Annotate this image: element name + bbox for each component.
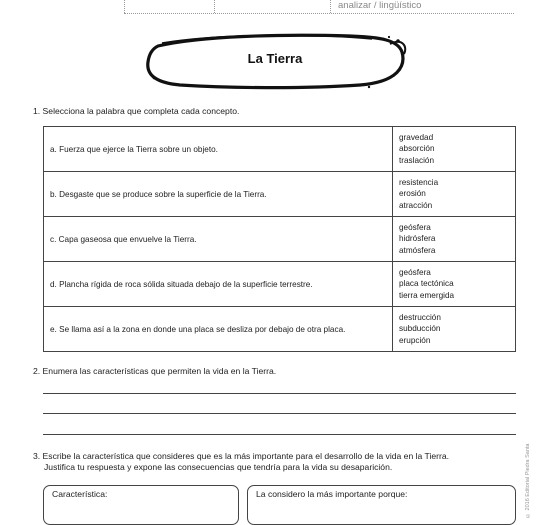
option-word[interactable]: erosión	[399, 189, 426, 199]
option-word[interactable]: atmósfera	[399, 245, 436, 255]
concept-cell: b. Desgaste que se produce sobre la superficie de la Tierra.	[44, 172, 393, 217]
table-row	[44, 307, 516, 352]
option-word[interactable]: geósfera	[399, 267, 431, 277]
option-word[interactable]: atracción	[399, 200, 433, 210]
option-word[interactable]: geósfera	[399, 222, 431, 232]
answer-line[interactable]	[43, 393, 516, 394]
header-dotted-line	[124, 13, 514, 14]
options-cell	[393, 217, 516, 262]
box-label: La considero la más importante porque:	[256, 489, 408, 499]
box-label: Característica:	[52, 489, 108, 499]
header-divider	[124, 0, 125, 13]
answer-line[interactable]	[43, 413, 516, 414]
table-row	[44, 262, 516, 307]
option-word[interactable]: traslación	[399, 155, 435, 165]
title-banner	[140, 30, 410, 92]
options-cell	[393, 127, 516, 172]
options-cell	[393, 307, 516, 352]
table-row	[44, 172, 516, 217]
option-word[interactable]: subducción	[399, 324, 441, 334]
table-row	[44, 217, 516, 262]
question-3-prompt-continued: Justifica tu respuesta y expone las consecuencias que tendría para la vida su desaparición.	[44, 462, 393, 472]
header-divider	[214, 0, 215, 13]
option-word[interactable]: resistencia	[399, 177, 439, 187]
options-cell	[393, 172, 516, 217]
page-title: La Tierra	[247, 51, 303, 66]
option-word[interactable]: gravedad	[399, 132, 434, 142]
table-row	[44, 127, 516, 172]
concept-cell: c. Capa gaseosa que envuelve la Tierra.	[44, 217, 393, 262]
concept-cell: e. Se llama así a la zona en donde una placa se desliza por debajo de otra placa.	[44, 307, 393, 352]
option-word[interactable]: destrucción	[399, 312, 441, 322]
answer-line[interactable]	[43, 434, 516, 435]
option-word[interactable]: absorción	[399, 144, 435, 154]
concept-cell: d. Plancha rígida de roca sólida situada debajo de la superficie terrestre.	[44, 262, 393, 307]
option-word[interactable]: tierra emergida	[399, 290, 455, 300]
concept-cell: a. Fuerza que ejerce la Tierra sobre un objeto.	[44, 127, 393, 172]
header-strip	[0, 0, 550, 14]
option-word[interactable]: placa tectónica	[399, 279, 454, 289]
characteristic-answer-box[interactable]	[43, 485, 239, 525]
option-word[interactable]: erupción	[399, 335, 431, 345]
question-3-prompt: 3. Escribe la característica que consideres que es la más importante para el desarrollo de la vida en la Tierra.	[33, 451, 450, 461]
question-2-prompt: 2. Enumera las características que permiten la vida en la Tierra.	[33, 366, 277, 376]
competency-label: analizar / lingüístico	[338, 0, 422, 11]
copyright-credit: © 2016 Editorial Piedra Santa	[525, 443, 531, 518]
concept-table	[43, 126, 516, 352]
justification-answer-box[interactable]	[247, 485, 516, 525]
option-word[interactable]: hidrósfera	[399, 234, 436, 244]
header-divider	[330, 0, 331, 13]
question-1-prompt: 1. Selecciona la palabra que completa cada concepto.	[33, 106, 240, 116]
options-cell	[393, 262, 516, 307]
